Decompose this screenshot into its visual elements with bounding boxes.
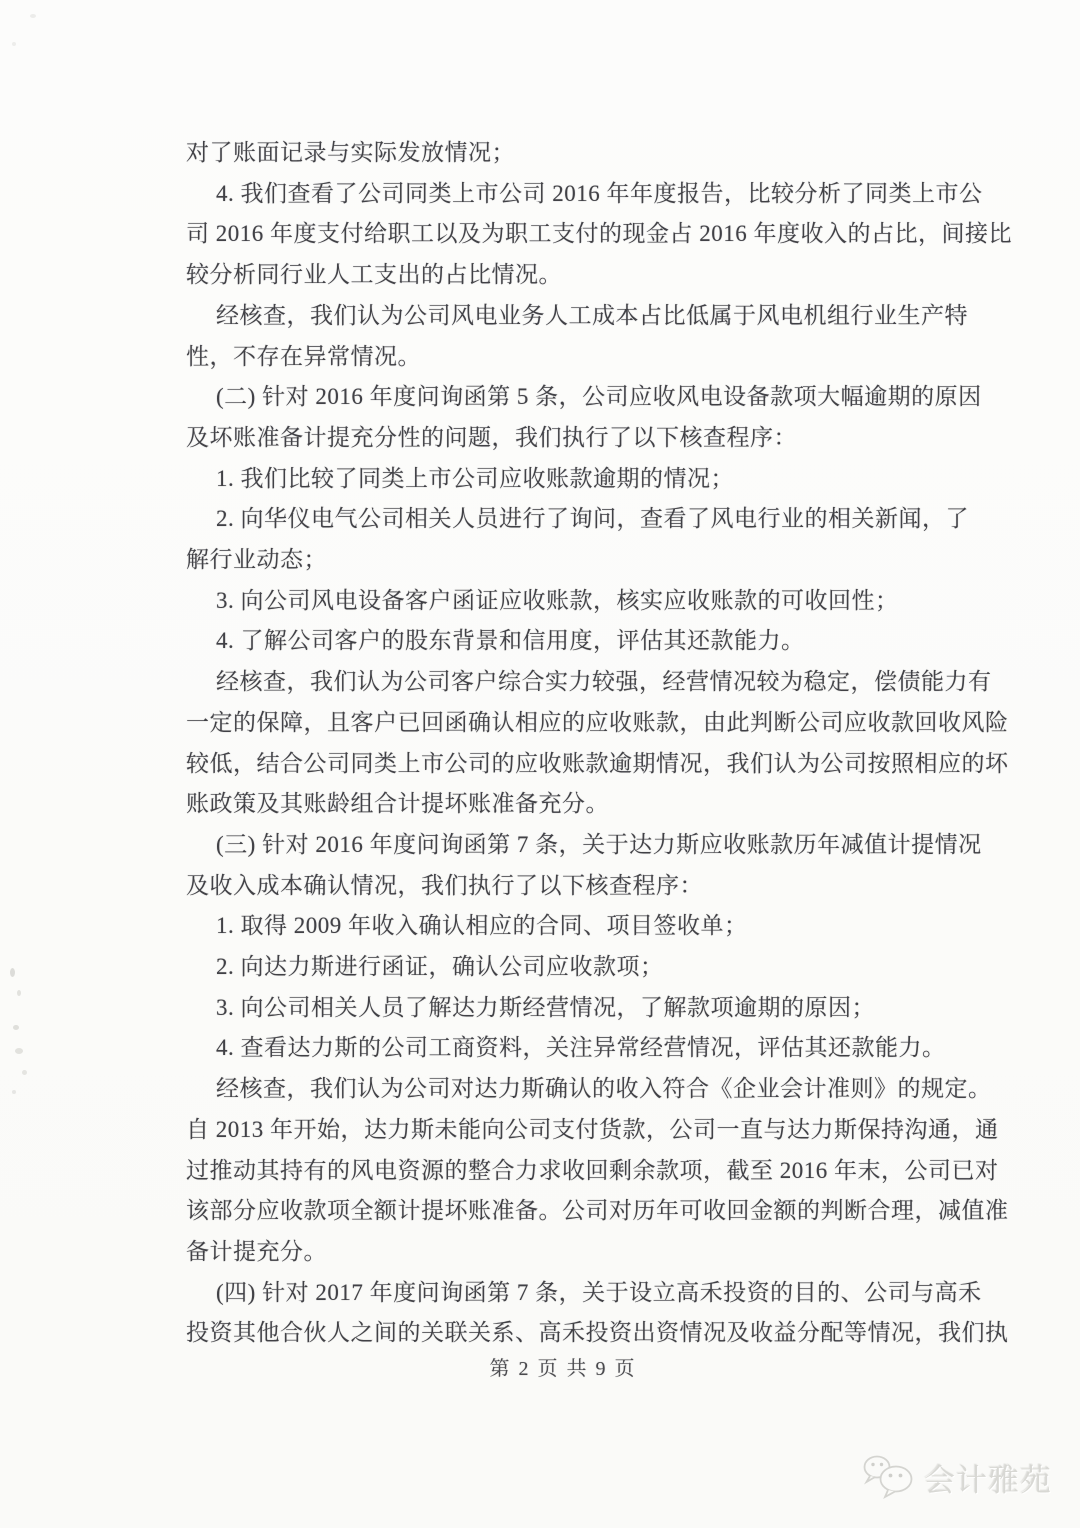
document-line: 投资其他合伙人之间的关联关系、高禾投资出资情况及收益分配等情况，我们执 [186, 1320, 1009, 1346]
document-line: 1. 我们比较了同类上市公司应收账款逾期的情况； [216, 465, 734, 491]
scan-speckle [22, 1070, 27, 1075]
scan-speckle [30, 14, 36, 18]
wechat-icon [862, 1452, 916, 1502]
watermark-label: 会计雅苑 [924, 1462, 1052, 1498]
scan-speckle [10, 968, 15, 977]
document-line: 一定的保障，且客户已回函确认相应的应收账款，由此判断公司应收款回收风险 [186, 709, 1009, 735]
scan-speckle [12, 42, 16, 46]
scan-speckle [12, 1090, 16, 1094]
document-line: 4. 了解公司客户的股东背景和信用度，评估其还款能力。 [216, 628, 805, 654]
document-line: 经核查，我们认为公司客户综合实力较强，经营情况较为稳定，偿债能力有 [216, 669, 992, 695]
watermark [862, 1452, 1052, 1502]
document-body [186, 133, 1012, 1354]
document-line: 1. 取得 2009 年收入确认相应的合同、项目签收单； [216, 913, 748, 939]
document-line: 性，不存在异常情况。 [186, 343, 421, 369]
document-line: (二) 针对 2016 年度问询函第 5 条，公司应收风电设备款项大幅逾期的原因 [216, 384, 982, 410]
document-line: 4. 查看达力斯的公司工商资料，关注异常经营情况，评估其还款能力。 [216, 1035, 946, 1061]
page-number: 第 2 页 共 9 页 [489, 1358, 637, 1380]
document-line: 较分析同行业人工支出的占比情况。 [186, 262, 562, 288]
document-line: 2. 向华仪电气公司相关人员进行了询问，查看了风电行业的相关新闻，了 [216, 506, 969, 532]
document-line: 备计提充分。 [186, 1238, 327, 1264]
document-line: 较低，结合公司同类上市公司的应收账款逾期情况，我们认为公司按照相应的坏 [186, 750, 1009, 776]
document-line: (四) 针对 2017 年度问询函第 7 条，关于设立高禾投资的目的、公司与高禾 [216, 1279, 982, 1305]
document-line: 经核查，我们认为公司对达力斯确认的收入符合《企业会计准则》的规定。 [216, 1076, 992, 1102]
document-line: 3. 向公司风电设备客户函证应收账款，核实应收账款的可收回性； [216, 587, 899, 613]
document-line: 解行业动态； [186, 547, 327, 573]
scan-speckle [17, 990, 21, 996]
document-line: 3. 向公司相关人员了解达力斯经营情况，了解款项逾期的原因； [216, 994, 875, 1020]
document-line: 及收入成本确认情况，我们执行了以下核查程序： [186, 872, 703, 898]
document-line: 该部分应收款项全额计提坏账准备。公司对历年可收回金额的判断合理，减值准 [186, 1198, 1009, 1224]
scan-speckle [15, 1048, 23, 1054]
document-line: 4. 我们查看了公司同类上市公司 2016 年年度报告，比较分析了同类上市公 [216, 180, 983, 206]
document-line: 及坏账准备计提充分性的问题，我们执行了以下核查程序： [186, 424, 797, 450]
document-line: 对了账面记录与实际发放情况； [186, 140, 515, 165]
document-line: 账政策及其账龄组合计提坏账准备充分。 [186, 791, 609, 817]
scan-speckle [13, 1025, 19, 1030]
document-line: 司 2016 年度支付给职工以及为职工支付的现金占 2016 年度收入的占比，间接比 [186, 221, 1012, 247]
document-line: 2. 向达力斯进行函证，确认公司应收款项； [216, 954, 664, 980]
document-line: 过推动其持有的风电资源的整合力求收回剩余款项，截至 2016 年末，公司已对 [186, 1157, 999, 1183]
document-line: (三) 针对 2016 年度问询函第 7 条，关于达力斯应收账款历年减值计提情况 [216, 831, 982, 857]
document-line: 经核查，我们认为公司风电业务人工成本占比低属于风电机组行业生产特 [216, 302, 968, 328]
scan-speckle [345, 968, 349, 973]
document-line: 自 2013 年开始，达力斯未能向公司支付货款，公司一直与达力斯保持沟通，通 [186, 1116, 999, 1142]
